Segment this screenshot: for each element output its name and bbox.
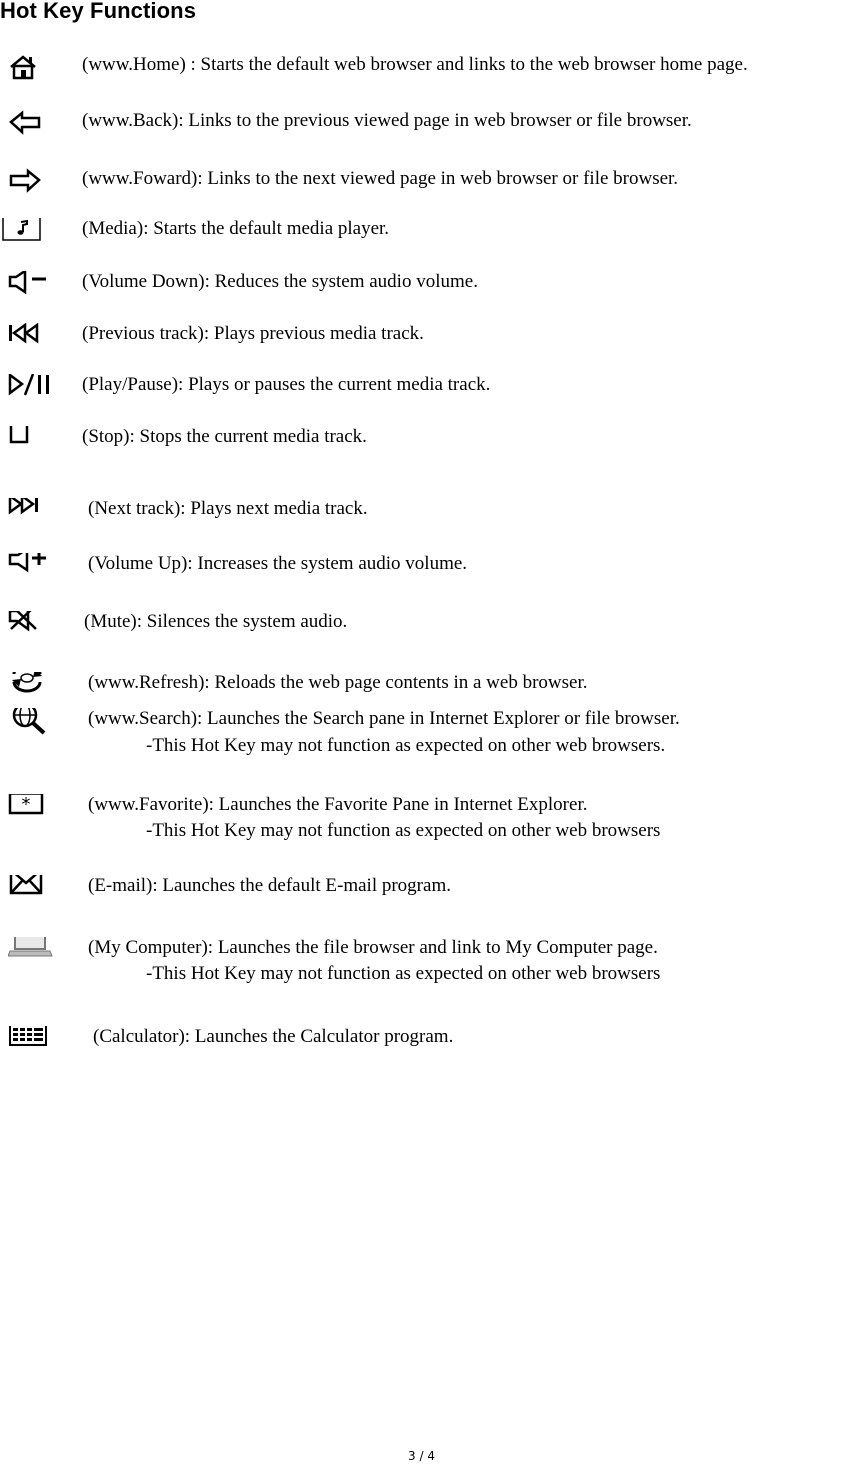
- hotkey-description: (Media): Starts the default media player.: [82, 218, 390, 239]
- hotkey-description: (www.Refresh): Reloads the web page contents in a web browser.: [88, 672, 588, 693]
- page-number: 3 / 4: [408, 1449, 435, 1463]
- search-icon: [8, 708, 42, 736]
- previous-track-icon: [8, 323, 42, 351]
- volume-down-icon: [8, 271, 42, 299]
- hotkey-description: (Play/Pause): Plays or pauses the current media track.: [82, 374, 491, 395]
- hotkey-description: (www.Search): Launches the Search pane in Internet Explorer or file browser.: [88, 708, 680, 729]
- hotkey-description: (Volume Down): Reduces the system audio volume.: [82, 271, 478, 292]
- hotkey-description: (www.Home) : Starts the default web browser and links to the web browser home page.: [82, 54, 748, 75]
- hotkey-description: (Stop): Stops the current media track.: [82, 426, 367, 447]
- mute-icon: [8, 611, 42, 639]
- next-track-icon: [8, 498, 42, 526]
- refresh-icon: [8, 672, 42, 700]
- hotkey-description: (My Computer): Launches the file browser and link to My Computer page.: [88, 937, 658, 958]
- hotkey-note: -This Hot Key may not function as expected on other web browsers: [146, 820, 661, 841]
- hotkey-note: -This Hot Key may not function as expected on other web browsers: [146, 963, 661, 984]
- hotkey-description: (E-mail): Launches the default E-mail program.: [88, 875, 451, 896]
- laptop-icon: [8, 937, 54, 965]
- page-title: Hot Key Functions: [0, 0, 197, 23]
- hotkey-description: (www.Favorite): Launches the Favorite Pane in Internet Explorer.: [88, 794, 588, 815]
- hotkey-description: (www.Back): Links to the previous viewed page in web browser or file browser.: [82, 110, 692, 131]
- back-arrow-icon: [8, 110, 42, 138]
- favorite-folder-icon: [8, 794, 42, 822]
- svg-text:*: *: [21, 794, 31, 815]
- music-note-icon: [2, 218, 42, 246]
- hotkey-description: (www.Foward): Links to the next viewed page in web browser or file browser.: [82, 168, 679, 189]
- hotkey-description: (Volume Up): Increases the system audio volume.: [88, 553, 468, 574]
- calculator-icon: [8, 1026, 42, 1054]
- hotkey-description: (Previous track): Plays previous media track.: [82, 323, 424, 344]
- home-icon: [8, 54, 42, 82]
- hotkey-description: (Mute): Silences the system audio.: [84, 611, 348, 632]
- email-icon: [8, 875, 42, 903]
- forward-arrow-icon: [8, 168, 42, 196]
- hotkey-description: (Calculator): Launches the Calculator program.: [93, 1026, 454, 1047]
- hotkey-note: -This Hot Key may not function as expected on other web browsers.: [146, 735, 666, 756]
- hotkey-description: (Next track): Plays next media track.: [88, 498, 368, 519]
- play-pause-icon: [8, 374, 54, 402]
- stop-icon: [8, 426, 42, 454]
- volume-up-icon: [8, 553, 52, 581]
